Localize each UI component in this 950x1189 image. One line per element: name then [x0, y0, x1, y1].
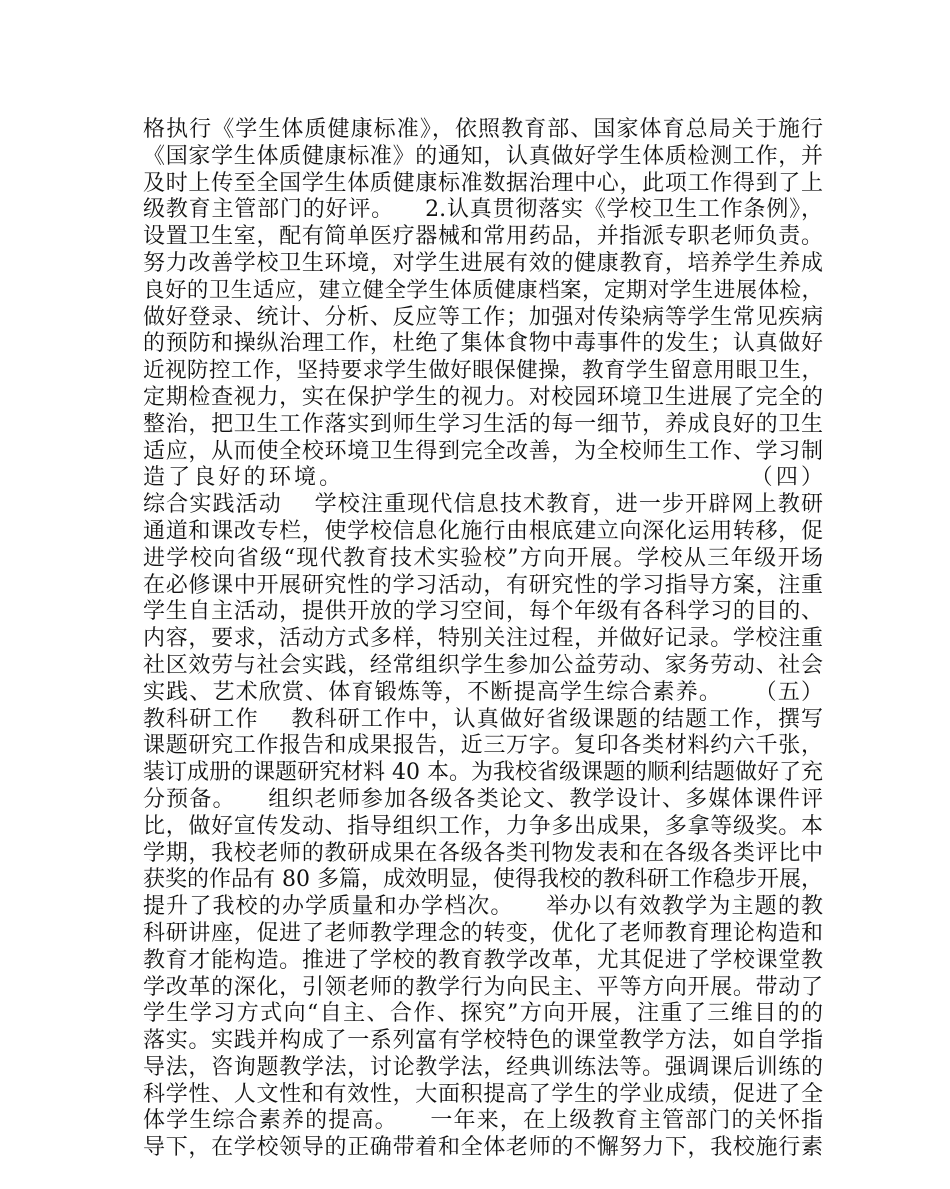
text-line: 整治，把卫生工作落实到师生学习生活的每一细节，养成良好的卫生: [143, 411, 823, 437]
text-line: 教育才能构造。推进了学校的教育教学改革，尤其促进了学校课堂教: [143, 947, 823, 973]
text-line: 课题研究工作报告和成果报告，近三万字。复印各类材料约六千张，: [143, 733, 823, 759]
text-line: 近视防控工作，坚持要求学生做好眼保健操，教育学生留意用眼卫生，: [143, 358, 823, 384]
text-line: 做好登录、统计、分析、反应等工作；加强对传染病等学生常见疾病: [143, 304, 823, 330]
text-line: 适应，从而使全校环境卫生得到完全改善，为全校师生工作、学习制: [143, 438, 823, 464]
text-line: 装订成册的课题研究材料 40 本。为我校省级课题的顺利结题做好了充: [143, 760, 823, 786]
text-line: 科研讲座，促进了老师教学理念的转变，优化了老师教育理论构造和: [143, 920, 823, 946]
text-line: 的预防和操纵治理工作，杜绝了集体食物中毒事件的发生；认真做好: [143, 331, 823, 357]
text-line: 在必修课中开展研究性的学习活动，有研究性的学习指导方案，注重: [143, 572, 823, 598]
text-line: 设置卫生室，配有简单医疗器械和常用药品，并指派专职老师负责。: [143, 224, 823, 250]
text-line: 通道和课改专栏，使学校信息化施行由根底建立向深化运用转移，促: [143, 518, 823, 544]
text-line: 学生学习方式向“自主、合作、探究”方向开展，注重了三维目的的: [143, 1001, 823, 1027]
text-line: 造了良好的环境。 （四）: [143, 465, 823, 491]
text-line: 实践、艺术欣赏、体育锻炼等，不断提高学生综合素养。 （五）: [143, 679, 823, 705]
text-line: 定期检查视力，实在保护学生的视力。对校园环境卫生进展了完全的: [143, 384, 823, 410]
text-line: 内容，要求，活动方式多样，特别关注过程，并做好记录。学校注重: [143, 626, 823, 652]
text-line: 获奖的作品有 80 多篇，成效明显，使得我校的教科研工作稳步开展，: [143, 867, 823, 893]
text-line: 努力改善学校卫生环境，对学生进展有效的健康教育，培养学生养成: [143, 250, 823, 276]
text-line: 体学生综合素养的提高。 一年来，在上级教育主管部门的关怀指: [143, 1108, 823, 1134]
text-line: 良好的卫生适应，建立健全学生体质健康档案，定期对学生进展体检，: [143, 277, 823, 303]
text-line: 比，做好宣传发动、指导组织工作，力争多出成果，多拿等级奖。本: [143, 813, 823, 839]
text-line: 教科研工作 教科研工作中，认真做好省级课题的结题工作，撰写: [143, 706, 823, 732]
text-line: 进学校向省级“现代教育技术实验校”方向开展。学校从三年级开场: [143, 545, 823, 571]
text-line: 《国家学生体质健康标准》的通知，认真做好学生体质检测工作，并: [143, 143, 823, 169]
text-line: 级教育主管部门的好评。 2.认真贯彻落实《学校卫生工作条例》，: [143, 197, 823, 223]
text-line: 分预备。 组织老师参加各级各类论文、教学设计、多媒体课件评: [143, 786, 823, 812]
text-line: 导法，咨询题教学法，讨论教学法，经典训练法等。强调课后训练的: [143, 1054, 823, 1080]
text-line: 科学性、人文性和有效性，大面积提高了学生的学业成绩，促进了全: [143, 1081, 823, 1107]
text-line: 落实。实践并构成了一系列富有学校特色的课堂教学方法，如自学指: [143, 1028, 823, 1054]
text-line: 学生自主活动，提供开放的学习空间，每个年级有各科学习的目的、: [143, 599, 823, 625]
text-line: 学改革的深化，引领老师的教学行为向民主、平等方向开展。带动了: [143, 974, 823, 1000]
text-line: 提升了我校的办学质量和办学档次。 举办以有效教学为主题的教: [143, 894, 823, 920]
text-line: 导下，在学校领导的正确带着和全体老师的不懈努力下，我校施行素: [143, 1135, 823, 1161]
text-line: 综合实践活动 学校注重现代信息技术教育，进一步开辟网上教研: [143, 492, 823, 518]
text-line: 社区效劳与社会实践，经常组织学生参加公益劳动、家务劳动、社会: [143, 652, 823, 678]
text-line: 及时上传至全国学生体质健康标准数据治理中心，此项工作得到了上: [143, 170, 823, 196]
text-line: 格执行《学生体质健康标准》，依照教育部、国家体育总局关于施行: [143, 117, 823, 142]
document-body-text: [143, 117, 823, 1162]
text-line: 学期，我校老师的教研成果在各级各类刊物发表和在各级各类评比中: [143, 840, 823, 866]
